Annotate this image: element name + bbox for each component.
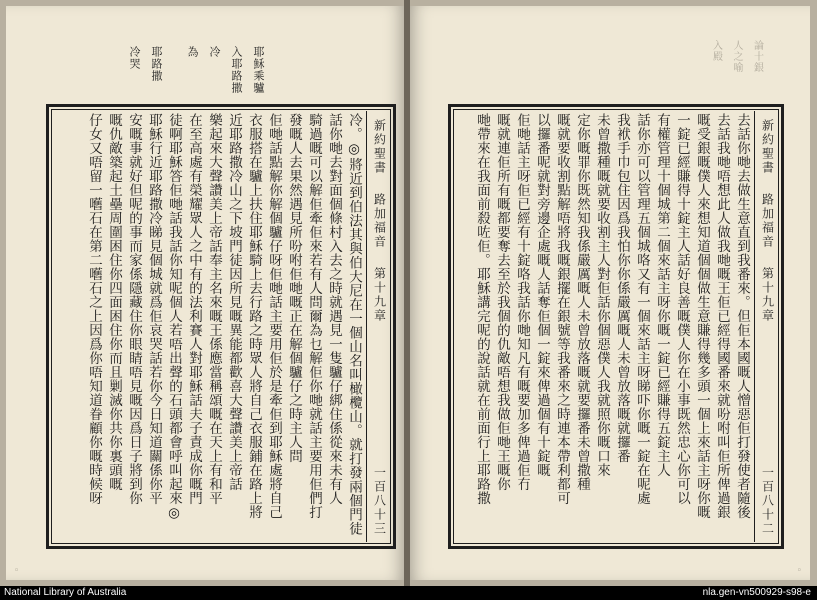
text-line: 騎過嘅可以解佢牽佢來若有人問爾為乜解佢你哋就話主要用佢們打	[306, 113, 322, 519]
text-line: 哋帶來在我面前殺咗佢。耶穌講完呢的說話就在前面行上耶路撒	[474, 113, 490, 505]
book-title: 新約聖書	[372, 119, 387, 175]
right-margin-column	[754, 111, 781, 542]
heading-line: 耶路撒	[150, 46, 163, 82]
text-line: 去話你哋去做生意直到我番來。但佢本國嘅人憎惡佢打發使者隨後	[734, 113, 750, 519]
book-title: 新約聖書	[760, 119, 775, 175]
gospel-name: 路加福音	[760, 193, 775, 249]
text-line: 嘅仇敵築起土壘周圍困住你四面困住你而且剿滅你共你裏頭嘅	[106, 113, 122, 491]
text-line: 安嘅事就好但呢的事而家係隱藏住你眼睛唔見嘅因爲日子將到你	[126, 113, 142, 505]
left-chapter-headings	[126, 46, 266, 94]
text-line: 嘅就要收割點解唔將我嘅銀擺在銀號等我番來之時連本帶利都可	[554, 113, 570, 505]
text-line: 耶穌行近耶路撒冷睇見個城就爲佢哀哭話若你今日知道關係你平	[146, 113, 162, 505]
text-line: 徒啊耶穌答佢哋話我話你知呢個人若唔出聲的石頭都會呼叫起來◎	[166, 113, 182, 522]
gospel-name: 路加福音	[372, 193, 387, 249]
text-line: 冷。◎將近到伯法其與伯大尼在一個山名叫橄欖山。就打發兩個門徒	[346, 113, 362, 536]
right-page	[410, 6, 810, 580]
page-number: 一百八十三	[372, 466, 387, 536]
text-line: 未曾撒種嘅就要收割主人對佢話你個惡僕人我就照你嘅口來	[594, 113, 610, 477]
text-line: 衣服搭在驢上扶住耶穌騎上去行路之時眾人將自己衣服鋪在路上將	[246, 113, 262, 519]
heading-line: 為	[186, 46, 199, 58]
heading-line: 冷哭	[128, 46, 141, 70]
heading-line: 入耶路撒	[230, 46, 243, 94]
chapter-label: 第十九章	[372, 267, 387, 323]
heading-line: 冷	[208, 46, 221, 58]
left-page	[6, 6, 404, 580]
text-line: 發嘅人去果然遇見所吩咐佢哋嘅正在解個驢仔之時主人問	[286, 113, 302, 463]
text-line: 一錠已經賺得十錠主人話好良善嘅僕人你在小事既然忠心你可以	[674, 113, 690, 505]
folio-mark: ◦	[796, 566, 802, 576]
library-footer-bar	[0, 586, 817, 600]
text-line: 定你嘅罪你既然知我係嚴厲嘅人未曾放落嘅就要攞番未曾撒種	[574, 113, 590, 491]
right-body-text	[457, 113, 751, 540]
text-line: 我袱手巾包住因爲我怕你你係嚴厲嘅人未曾放落嘅就攞番	[614, 113, 630, 463]
bleed-through-text	[710, 40, 762, 73]
bleed-line: 論十銀	[751, 40, 763, 73]
left-text-frame	[46, 104, 396, 549]
text-line: 話你亦可以管理五個城咯又有一個來話主呀睇吓你嘅一錠在呢處	[634, 113, 650, 505]
folio-mark: ◦	[14, 566, 20, 576]
bleed-line: 人之喻	[731, 40, 742, 73]
text-line: 話你哋去對面個條村入去之時就遇見一隻驢仔綁住係從來未有人	[326, 113, 342, 505]
left-body-text	[55, 113, 363, 540]
bleed-line: 入殿	[710, 40, 722, 62]
item-identifier: nla.gen-vn500929-s98-e	[702, 587, 811, 598]
page-number: 一百八十二	[760, 466, 775, 536]
text-line: 佢哋話主呀佢已經有十錠咯我話你哋知凡有嘅要加多俾過佢冇	[514, 113, 530, 491]
text-line: 近耶路撒冷山之下坡門徒因所見嘅異能都歡喜大聲讚美上帝話	[226, 113, 242, 491]
institution-name: National Library of Australia	[4, 587, 127, 598]
text-line: 嘅受銀嘅僕人來想知道個個做生意賺得幾多頭一個上來話主呀你嘅	[694, 113, 710, 519]
text-line: 在至高處有榮耀眾人之中有的法利賽人對耶穌話夫子責成你嘅門	[186, 113, 202, 505]
text-line: 去話我哋唔想此人做我哋嘅王佢已經得國番來就吩咐叫佢所俾過銀	[714, 113, 730, 519]
chapter-label: 第十九章	[760, 267, 775, 323]
text-line: 仔女又唔留一嚿石在第二嚿石之上因爲你唔知道眷顧你嘅時候呀	[86, 113, 102, 505]
text-line: 樂起來大聲讚美上帝話奉主名來嘅王係應當稱頌嘅在天上有和平	[206, 113, 222, 505]
text-line: 嘅就連佢所有嘅都要奪去至於我個的仇敵唔想我做佢哋王嘅你	[494, 113, 510, 491]
left-margin-column	[366, 111, 393, 542]
text-line: 佢哋話點解你解個驢仔呀佢哋話主要用佢於是牽佢到耶穌處將自己	[266, 113, 282, 519]
text-line: 有權管理十個城第二個來話主呀你嘅一錠已經賺得五錠主人	[654, 113, 670, 477]
text-line: 以攞番呢就對旁邊企處嘅人話奪佢個一錠來俾過個有十錠嘅	[534, 113, 550, 477]
right-text-frame	[448, 104, 784, 549]
heading-line: 耶穌乘驢	[252, 46, 265, 94]
